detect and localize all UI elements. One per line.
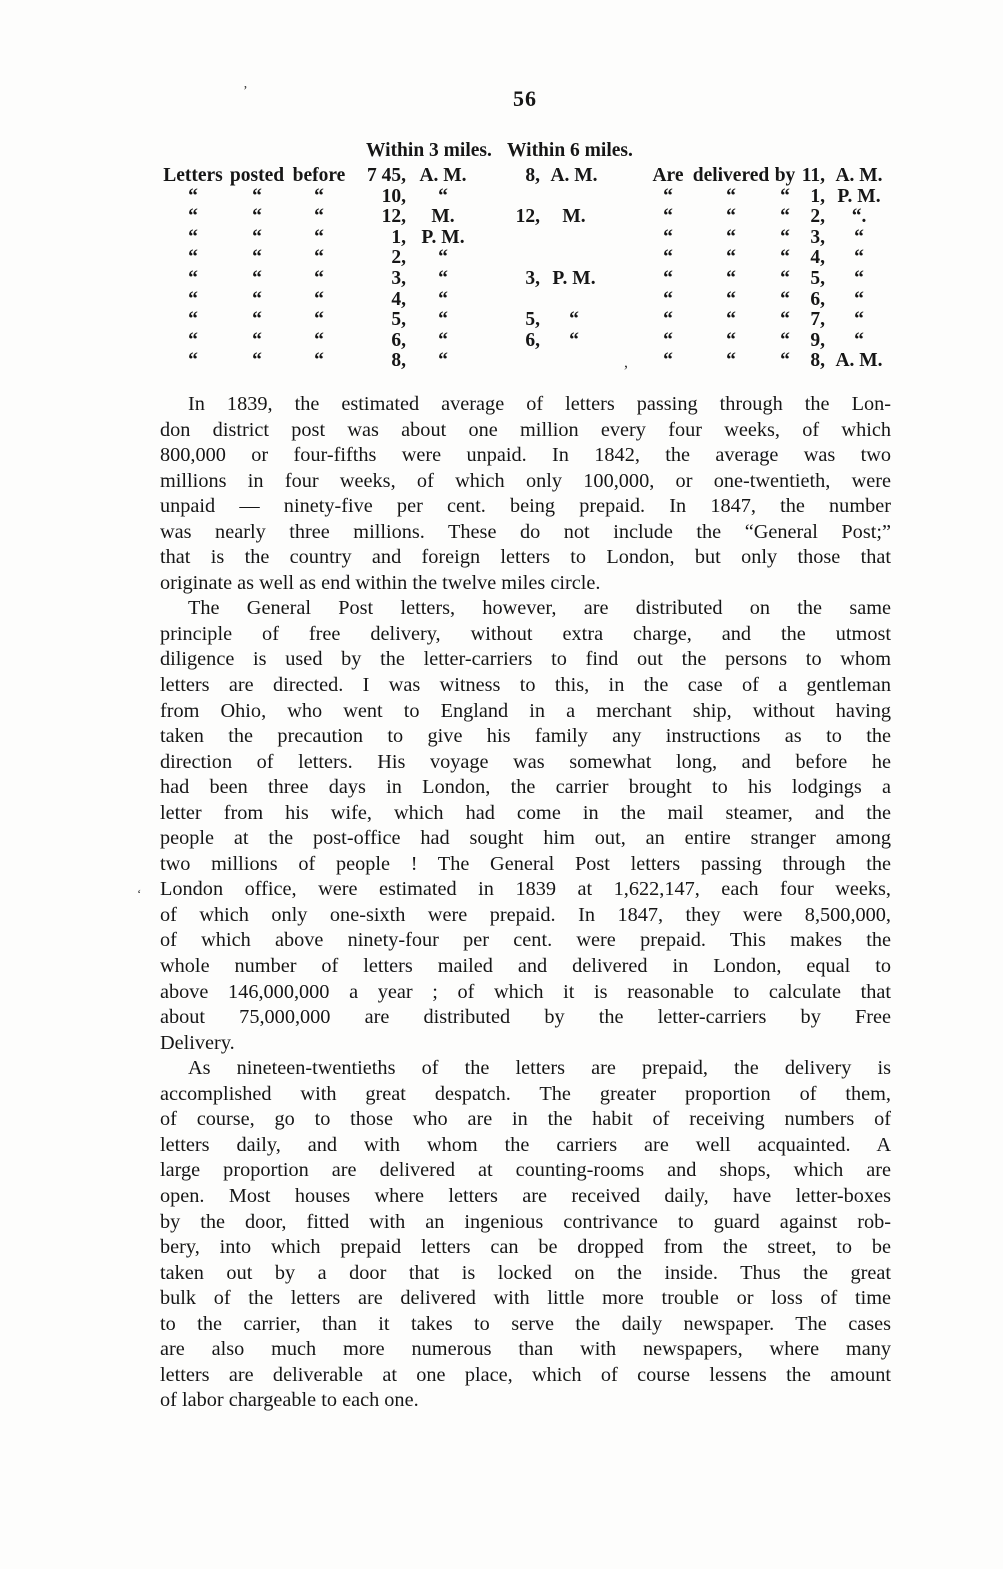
delivered-word: “ — [663, 309, 673, 331]
table-row — [160, 290, 890, 311]
within3-time: 8, — [391, 350, 406, 372]
delivered-word: “ — [726, 247, 736, 269]
delivered-time: 6, — [810, 288, 825, 310]
delivered-word: “ — [726, 350, 736, 372]
within6-time — [490, 187, 540, 208]
delivered-meridiem: “ — [854, 329, 864, 351]
within6-meridiem: P. M. — [552, 267, 596, 289]
text-line: principle of free delivery, without extra charge, and the utmost — [160, 622, 891, 645]
text-line: originate as well as end within the twelve miles circle. — [160, 571, 601, 594]
text-line: letters daily, and with whom the carriers are well acquainted. A — [160, 1133, 891, 1156]
delivered-word: “ — [726, 226, 736, 248]
delivered-word: “ — [780, 247, 790, 269]
posted-word: “ — [188, 329, 198, 351]
paragraph — [160, 596, 891, 1056]
delivered-word: “ — [663, 267, 673, 289]
posted-word: “ — [314, 288, 324, 310]
text-line: was nearly three millions. These do not include the “General Post;” — [160, 520, 891, 543]
within6-time — [490, 351, 540, 372]
scan-artifact: , — [624, 354, 628, 371]
within3-meridiem: M. — [431, 206, 455, 228]
within6-meridiem — [542, 290, 606, 311]
posted-word: “ — [188, 247, 198, 269]
within6-meridiem — [542, 187, 606, 208]
delivered-meridiem: “. — [851, 206, 867, 228]
within3-time: 3, — [391, 267, 406, 289]
within3-meridiem: “ — [438, 329, 448, 351]
delivered-word: “ — [663, 350, 673, 372]
delivered-word: delivered — [692, 165, 770, 186]
posted-word: posted — [229, 165, 285, 186]
header-within-3-miles: Within 3 miles. — [366, 140, 492, 161]
delivered-word: “ — [726, 288, 736, 310]
delivered-word: Are — [652, 165, 684, 186]
table-row — [160, 166, 890, 187]
paragraph — [160, 392, 891, 596]
within3-time: 10, — [381, 185, 406, 207]
text-line: people at the post-office had sought him out, an entire stranger among — [160, 827, 891, 850]
within3-time: 4, — [391, 288, 406, 310]
posted-word: “ — [314, 185, 324, 207]
posted-word: “ — [252, 226, 262, 248]
delivered-time: 11, — [801, 165, 825, 186]
delivered-word: “ — [663, 329, 673, 351]
posted-word: “ — [188, 350, 198, 372]
within6-time: 5, — [525, 309, 540, 331]
delivered-meridiem: “ — [854, 267, 864, 289]
text-line: by the door, fitted with an ingenious contrivance to guard against rob- — [160, 1210, 891, 1233]
posted-word: “ — [252, 185, 262, 207]
table-row — [160, 351, 890, 372]
within3-time: 12, — [381, 206, 406, 228]
text-line: letters are deliverable at one place, which of course lessens the amount — [160, 1363, 891, 1386]
posted-word: “ — [188, 206, 198, 228]
text-line: of which above ninety-four per cent. were prepaid. This makes the — [160, 929, 891, 952]
posted-word: “ — [314, 267, 324, 289]
table-row — [160, 248, 890, 269]
delivered-time: 8, — [810, 350, 825, 372]
delivered-word: “ — [780, 267, 790, 289]
posted-word: “ — [252, 309, 262, 331]
page-number: 56 — [513, 86, 537, 111]
within6-time — [490, 248, 540, 269]
delivered-word: “ — [726, 267, 736, 289]
within3-meridiem: “ — [438, 267, 448, 289]
delivered-meridiem: A. M. — [835, 165, 883, 186]
posted-word: “ — [188, 309, 198, 331]
table-row — [160, 228, 890, 249]
table-row — [160, 269, 890, 290]
delivered-meridiem: P. M. — [837, 185, 881, 207]
text-line: of which only one-sixth were prepaid. In 1847, they were 8,500,000, — [160, 903, 891, 926]
delivered-word: “ — [663, 288, 673, 310]
delivered-word: “ — [663, 247, 673, 269]
paragraph — [160, 1056, 891, 1414]
body-text — [160, 392, 891, 1414]
text-line: don district post was about one million every four weeks, of which — [160, 418, 891, 441]
posted-word: “ — [314, 350, 324, 372]
text-line: As nineteen-twentieths of the letters are prepaid, the delivery is — [188, 1057, 891, 1080]
delivered-word: “ — [663, 185, 673, 207]
within3-time: 7 45, — [367, 165, 406, 186]
text-line: accomplished with great despatch. The greater proportion of them, — [160, 1082, 891, 1105]
text-line: London office, were estimated in 1839 at 1,622,147, each four weeks, — [160, 878, 891, 901]
table-header-row — [160, 140, 890, 166]
posted-word: “ — [252, 206, 262, 228]
within3-time: 2, — [391, 247, 406, 269]
text-line: millions in four weeks, of which only 100,000, or one-twentieth, were — [160, 469, 891, 492]
delivered-meridiem: “ — [854, 309, 864, 331]
delivered-word: “ — [726, 329, 736, 351]
table-row — [160, 331, 890, 352]
within6-meridiem: M. — [562, 206, 586, 228]
within3-meridiem: P. M. — [421, 226, 465, 248]
delivered-word: “ — [780, 288, 790, 310]
posted-word: “ — [314, 247, 324, 269]
text-line: bulk of the letters are delivered with little more trouble or loss of time — [160, 1287, 891, 1310]
delivered-word: “ — [726, 206, 736, 228]
within3-meridiem: A. M. — [419, 165, 467, 186]
within6-meridiem: “ — [569, 329, 579, 351]
delivered-time: 1, — [810, 185, 825, 207]
header-within-6-miles: Within 6 miles. — [507, 140, 633, 161]
within6-time: 6, — [525, 329, 540, 351]
within6-time — [490, 228, 540, 249]
within3-meridiem: “ — [438, 185, 448, 207]
posted-word: before — [292, 165, 346, 186]
text-line: had been three days in London, the carrier brought to his lodgings a — [160, 776, 891, 799]
within6-meridiem — [542, 248, 606, 269]
table-row — [160, 187, 890, 208]
text-line: open. Most houses where letters are received daily, have letter-boxes — [160, 1184, 891, 1207]
text-line: letter from his wife, which had come in the mail steamer, and the — [160, 801, 891, 824]
delivered-word: “ — [726, 185, 736, 207]
delivered-word: by — [774, 165, 796, 186]
text-line: bery, into which prepaid letters can be dropped from the street, to be — [160, 1236, 891, 1259]
within6-meridiem: A. M. — [550, 165, 598, 186]
posted-word: “ — [188, 226, 198, 248]
text-line: two millions of people ! The General Post letters passing through the — [160, 852, 891, 875]
within3-meridiem: “ — [438, 288, 448, 310]
posted-word: “ — [188, 185, 198, 207]
delivered-word: “ — [726, 309, 736, 331]
text-line: of labor chargeable to each one. — [160, 1389, 419, 1412]
within3-time: 5, — [391, 309, 406, 331]
delivered-time: 5, — [810, 267, 825, 289]
text-line: direction of letters. His voyage was somewhat long, and before he — [160, 750, 891, 773]
within6-time: 3, — [525, 267, 540, 289]
posted-word: “ — [188, 288, 198, 310]
within6-time: 12, — [515, 206, 540, 228]
delivered-word: “ — [780, 309, 790, 331]
text-line: above 146,000,000 a year ; of which it is reasonable to calculate that — [160, 980, 891, 1003]
table-body — [160, 166, 890, 372]
delivered-time: 7, — [810, 309, 825, 331]
within6-time — [490, 290, 540, 311]
posted-word: “ — [314, 329, 324, 351]
within6-meridiem: “ — [569, 309, 579, 331]
delivered-meridiem: “ — [854, 247, 864, 269]
delivered-word: “ — [780, 206, 790, 228]
within3-meridiem: “ — [438, 309, 448, 331]
delivered-time: 3, — [810, 226, 825, 248]
delivered-meridiem: A. M. — [835, 350, 883, 372]
text-line: from Ohio, who went to England in a merchant ship, without having — [160, 699, 891, 722]
within6-meridiem — [542, 228, 606, 249]
posted-word: “ — [252, 247, 262, 269]
text-line: taken out by a door that is locked on the inside. Thus the great — [160, 1261, 891, 1284]
delivered-word: “ — [780, 350, 790, 372]
posted-word: “ — [252, 350, 262, 372]
table-row — [160, 207, 890, 228]
text-line: The General Post letters, however, are distributed on the same — [188, 597, 891, 620]
text-line: Delivery. — [160, 1031, 235, 1054]
delivery-times-table — [160, 140, 890, 372]
within3-time: 6, — [391, 329, 406, 351]
within6-meridiem — [542, 351, 606, 372]
text-line: about 75,000,000 are distributed by the letter-carriers by Free — [160, 1006, 891, 1029]
text-line: In 1839, the estimated average of letters passing through the Lon- — [188, 393, 891, 415]
posted-word: “ — [252, 267, 262, 289]
posted-word: “ — [188, 267, 198, 289]
table-row — [160, 310, 890, 331]
text-line: to the carrier, than it takes to serve the daily newspaper. The cases — [160, 1312, 891, 1335]
text-line: that is the country and foreign letters to London, but only those that — [160, 546, 891, 569]
text-line: of course, go to those who are in the habit of receiving numbers of — [160, 1108, 891, 1131]
within3-meridiem: “ — [438, 247, 448, 269]
within6-time: 8, — [525, 165, 540, 186]
delivered-time: 4, — [810, 247, 825, 269]
delivered-word: “ — [663, 206, 673, 228]
delivered-time: 9, — [810, 329, 825, 351]
delivered-meridiem: “ — [854, 288, 864, 310]
posted-word: “ — [314, 309, 324, 331]
scan-artifact: ’ — [243, 84, 248, 99]
posted-word: Letters — [163, 165, 223, 186]
posted-word: “ — [252, 329, 262, 351]
delivered-time: 2, — [810, 206, 825, 228]
scan-artifact: ‘ — [137, 886, 142, 901]
posted-word: “ — [252, 288, 262, 310]
text-line: diligence is used by the letter-carriers to find out the persons to whom — [160, 648, 891, 671]
text-line: whole number of letters mailed and delivered in London, equal to — [160, 955, 891, 978]
text-line: 800,000 or four-fifths were unpaid. In 1842, the average was two — [160, 444, 891, 467]
delivered-word: “ — [780, 185, 790, 207]
within3-time: 1, — [391, 226, 406, 248]
delivered-word: “ — [780, 329, 790, 351]
within3-meridiem: “ — [438, 350, 448, 372]
text-line: large proportion are delivered at counting-rooms and shops, which are — [160, 1159, 891, 1182]
posted-word: “ — [314, 226, 324, 248]
delivered-word: “ — [663, 226, 673, 248]
posted-word: “ — [314, 206, 324, 228]
delivered-word: “ — [780, 226, 790, 248]
text-line: unpaid — ninety-five per cent. being prepaid. In 1847, the number — [160, 495, 891, 518]
delivered-meridiem: “ — [854, 226, 864, 248]
text-line: are also much more numerous than with newspapers, where many — [160, 1338, 891, 1361]
text-line: taken the precaution to give his family any instructions as to the — [160, 725, 891, 748]
text-line: letters are directed. I was witness to this, in the case of a gentleman — [160, 674, 891, 697]
